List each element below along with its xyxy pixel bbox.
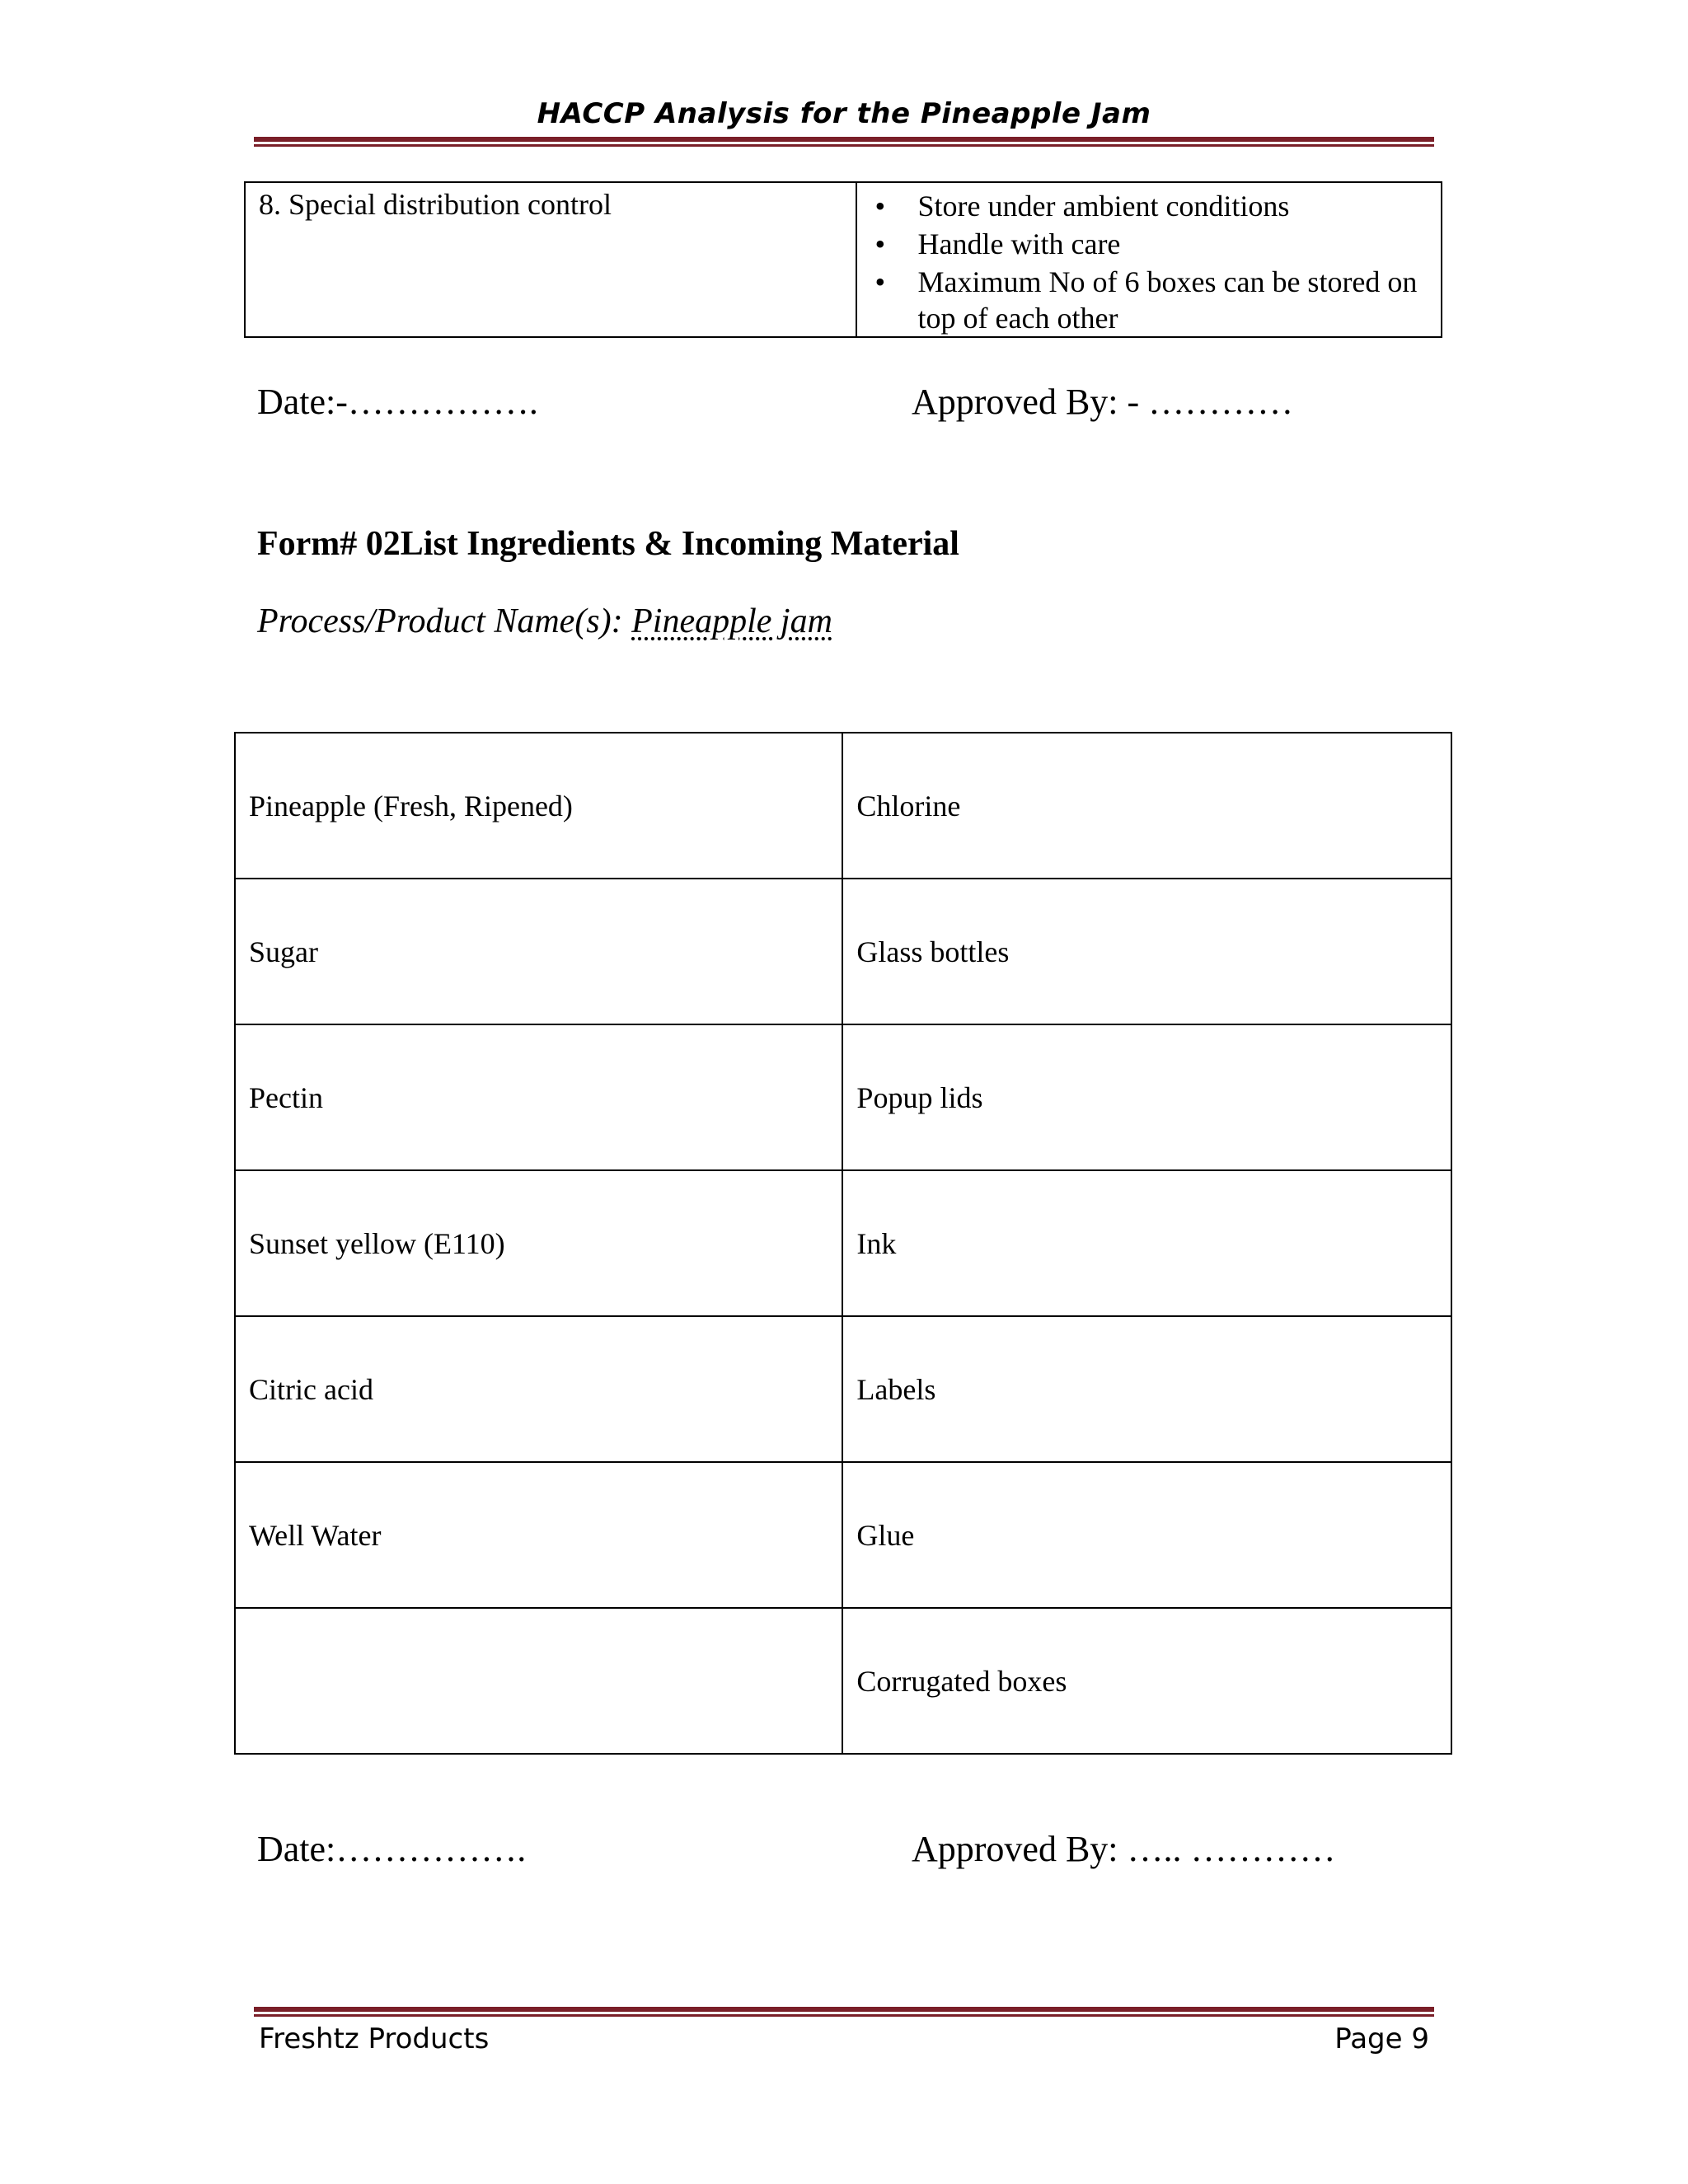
- table-row: [235, 1024, 1451, 1170]
- table-cell: Well Water: [235, 1462, 842, 1608]
- bullet-icon: •: [874, 190, 886, 223]
- list-item: [857, 264, 1441, 336]
- table-cell: Sugar: [235, 879, 842, 1024]
- table-row: [245, 182, 1442, 337]
- page-header-title: HACCP Analysis for the Pineapple Jam: [537, 97, 1151, 130]
- ingredients-table: [234, 732, 1452, 1755]
- table-cell: Citric acid: [235, 1316, 842, 1462]
- approved-by-signoff-1: Approved By: - …………: [912, 382, 1294, 422]
- footer-company: Freshtz Products: [259, 2022, 490, 2055]
- table-cell: Chlorine: [842, 733, 1451, 879]
- list-item-text: Maximum No of 6 boxes can be stored on top of each other: [917, 265, 1418, 335]
- table-cell: Pectin: [235, 1024, 842, 1170]
- list-item: [857, 226, 1441, 262]
- table-row: [235, 1462, 1451, 1608]
- table-cell: Glue: [842, 1462, 1451, 1608]
- table-row: [235, 879, 1451, 1024]
- distribution-items-cell: [856, 182, 1442, 337]
- distribution-list: [857, 188, 1441, 336]
- form-title: Form# 02List Ingredients & Incoming Material: [257, 525, 959, 563]
- table-row: [235, 1170, 1451, 1316]
- table-cell: Ink: [842, 1170, 1451, 1316]
- table-cell: Glass bottles: [842, 879, 1451, 1024]
- date-signoff-1: Date:-…………….: [257, 382, 538, 422]
- process-label: Process/Product Name(s):: [257, 602, 632, 640]
- bullet-icon: •: [874, 265, 886, 298]
- table-row: [235, 1316, 1451, 1462]
- table-cell: Labels: [842, 1316, 1451, 1462]
- table-cell: Corrugated boxes: [842, 1608, 1451, 1754]
- table-cell: [235, 1608, 842, 1754]
- header-rule: [254, 137, 1434, 147]
- footer-page-number: Page 9: [1334, 2022, 1429, 2055]
- footer-rule: [254, 2007, 1434, 2017]
- date-signoff-2: Date:…………….: [257, 1829, 527, 1869]
- process-value: Pineapple jam: [631, 602, 832, 640]
- table-cell: Sunset yellow (E110): [235, 1170, 842, 1316]
- table-row: [235, 1608, 1451, 1754]
- process-product-name: [257, 602, 832, 641]
- list-item: [857, 188, 1441, 224]
- approved-by-signoff-2: Approved By: ….. …………: [912, 1829, 1336, 1869]
- list-item-text: Handle with care: [917, 227, 1121, 260]
- list-item-text: Store under ambient conditions: [917, 190, 1290, 223]
- table-cell: Pineapple (Fresh, Ripened): [235, 733, 842, 879]
- distribution-label-cell: 8. Special distribution control: [245, 182, 856, 337]
- table-cell: Popup lids: [842, 1024, 1451, 1170]
- distribution-control-table: [244, 181, 1442, 338]
- table-row: [235, 733, 1451, 879]
- bullet-icon: •: [874, 227, 886, 260]
